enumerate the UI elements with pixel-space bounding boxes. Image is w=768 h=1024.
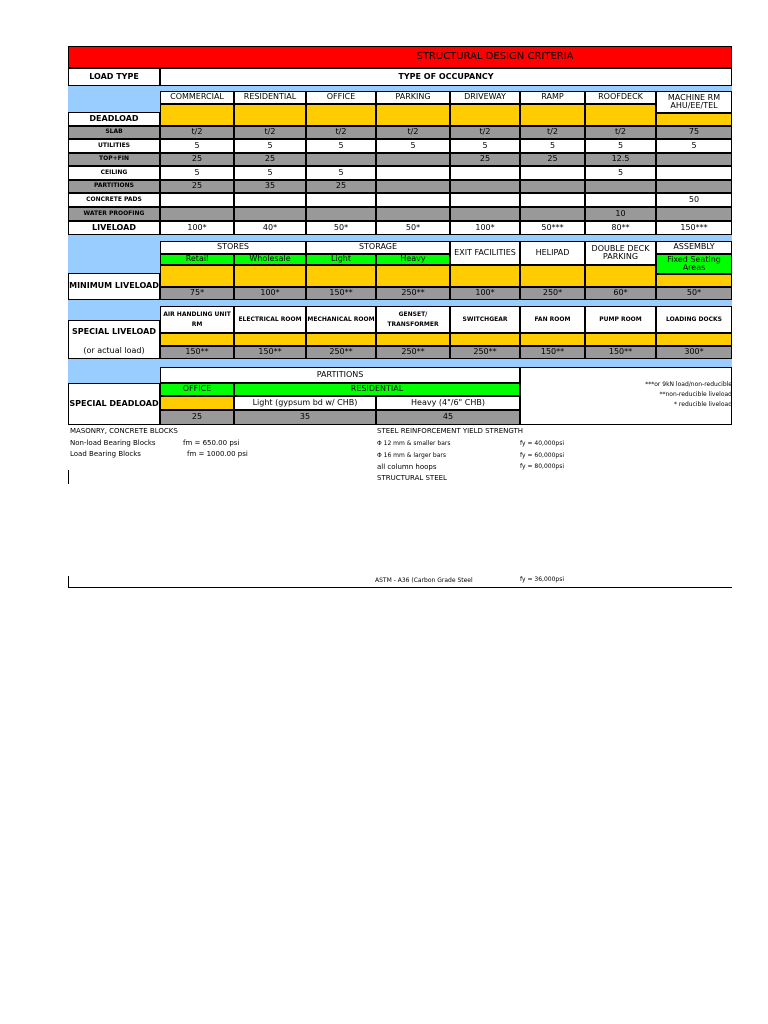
deadload-value-cell (520, 180, 585, 193)
deadload-value-cell: 25 (160, 180, 234, 193)
note-1: ***or 9kN load/non-reducible (645, 381, 732, 388)
deadload-value-cell (376, 193, 450, 207)
min-liveload-gold-cell (450, 265, 520, 287)
deadload-value-cell: 5 (450, 139, 520, 153)
deadload-value-cell (306, 207, 376, 221)
min-liveload-gold-cell (306, 265, 376, 287)
liveload-value-cell: 40* (234, 221, 306, 235)
deadload-value-cell: 5 (585, 139, 656, 153)
special-liveload-header-cell: MECHANICAL ROOM (306, 306, 376, 333)
special-liveload-header-cell: PUMP ROOM (585, 306, 656, 333)
special-liveload-header-cell: AIR HANDLING UNIT RM (160, 306, 234, 333)
deadload-row-label: WATER PROOFING (68, 207, 160, 221)
steel-label-2: Φ 16 mm & larger bars (377, 452, 447, 459)
deadload-value-cell (520, 166, 585, 180)
occupancy-header-cell: RESIDENTIAL (234, 91, 306, 104)
deadload-value-cell (450, 180, 520, 193)
min-liveload-label: MINIMUM LIVELOAD (68, 273, 160, 300)
min-liveload-value-cell: 150** (306, 287, 376, 300)
deadload-value-cell: 12.5 (585, 153, 656, 166)
min-liveload-gold-cell (160, 265, 234, 287)
occupancy-header-cell: RAMP (520, 91, 585, 104)
special-liveload-value-cell: 250** (306, 346, 376, 359)
liveload-value-cell: 100* (160, 221, 234, 235)
deadload-value-cell (585, 180, 656, 193)
deadload-value-cell: 25 (520, 153, 585, 166)
deadload-value-cell (656, 207, 732, 221)
deadload-value-cell: 5 (234, 139, 306, 153)
special-liveload-gold-cell (376, 333, 450, 346)
min-liveload-sub-header: Retail (160, 254, 234, 265)
occupancy-header-cell: DRIVEWAY (450, 91, 520, 104)
special-deadload-blue (68, 359, 732, 367)
astm-value: fy = 36,000psi (520, 576, 564, 583)
min-liveload-group-header: STORAGE (306, 241, 450, 254)
min-liveload-value-cell: 50* (656, 287, 732, 300)
note-2: **non-reducible liveload (659, 391, 732, 398)
special-liveload-header-cell: SWITCHGEAR (450, 306, 520, 333)
special-liveload-gold-cell (450, 333, 520, 346)
occupancy-blue-strip (160, 86, 732, 91)
deadload-value-cell: 25 (234, 153, 306, 166)
special-liveload-gold-cell (306, 333, 376, 346)
liveload-value-cell: 50*** (520, 221, 585, 235)
occupancy-gold-cell (450, 104, 520, 126)
deadload-value-cell (306, 153, 376, 166)
deadload-value-cell: 5 (306, 139, 376, 153)
special-liveload-gold-cell (160, 333, 234, 346)
deadload-label: DEADLOAD (68, 112, 160, 126)
min-liveload-group-header: EXIT FACILITIES (450, 241, 520, 265)
min-liveload-sub-header: Heavy (376, 254, 450, 265)
deadload-value-cell: 5 (306, 166, 376, 180)
occupancy-gold-cell (656, 113, 732, 126)
deadload-value-cell: 5 (656, 139, 732, 153)
heavy-partition: Heavy (4"/6" CHB) (376, 396, 520, 410)
deadload-value-cell: 5 (234, 166, 306, 180)
deadload-value-cell: 10 (585, 207, 656, 221)
occupancy-gold-cell (160, 104, 234, 126)
min-liveload-gold-cell (234, 265, 306, 287)
min-liveload-sub-header: Fixed Seating Areas (656, 254, 732, 274)
occupancy-header-cell: MACHINE RM AHU/EE/TEL (656, 91, 732, 113)
occupancy-gold-cell (234, 104, 306, 126)
special-liveload-label: SPECIAL LIVELOAD (72, 326, 156, 336)
occupancy-gold-cell (306, 104, 376, 126)
special-liveload-gold-cell (234, 333, 306, 346)
special-liveload-header-cell: ELECTRICAL ROOM (234, 306, 306, 333)
deadload-value-cell (656, 166, 732, 180)
occupancy-header-cell: PARKING (376, 91, 450, 104)
deadload-value-cell (656, 153, 732, 166)
min-liveload-gold-cell (656, 274, 732, 287)
special-liveload-header-cell: LOADING DOCKS (656, 306, 732, 333)
deadload-value-cell: t/2 (160, 126, 234, 139)
min-liveload-group-header: STORES (160, 241, 306, 254)
note-3: * reducible liveload (674, 401, 732, 408)
deadload-value-cell (376, 153, 450, 166)
residential-header: RESIDENTIAL (234, 383, 520, 396)
min-liveload-value-cell: 60* (585, 287, 656, 300)
deadload-value-cell: 5 (520, 139, 585, 153)
special-liveload-value-cell: 250** (376, 346, 450, 359)
special-liveload-gold-cell (520, 333, 585, 346)
deadload-value-cell: 5 (376, 139, 450, 153)
occupancy-gold-cell (376, 104, 450, 126)
deadload-value-cell: 5 (160, 166, 234, 180)
deadload-value-cell: 50 (656, 193, 732, 207)
min-liveload-value-cell: 250** (376, 287, 450, 300)
deadload-value-cell (376, 166, 450, 180)
structural-steel: STRUCTURAL STEEL (377, 474, 447, 482)
special-liveload-value-cell: 150** (160, 346, 234, 359)
steel-value-2: fy = 60,000psi (520, 452, 564, 459)
liveload-value-cell: 100* (450, 221, 520, 235)
deadload-row-label: TOP+FIN (68, 153, 160, 166)
office-gold (160, 396, 234, 410)
min-liveload-sub-header: Light (306, 254, 376, 265)
deadload-value-cell (520, 207, 585, 221)
deadload-value-cell: t/2 (306, 126, 376, 139)
liveload-value-cell: 50* (306, 221, 376, 235)
title-bar (68, 46, 732, 68)
deadload-row-label: CONCRETE PADS (68, 193, 160, 207)
deadload-row-label: UTILITIES (68, 139, 160, 153)
min-liveload-blue (68, 235, 160, 273)
deadload-value-cell (520, 193, 585, 207)
special-liveload-value-cell: 300* (656, 346, 732, 359)
liveload-value-cell: 50* (376, 221, 450, 235)
masonry-value-1: fm = 650.00 psi (183, 439, 240, 447)
deadload-row-label: PARTITIONS (68, 180, 160, 193)
deadload-value-cell (306, 193, 376, 207)
deadload-value-cell: 5 (160, 139, 234, 153)
occupancy-header-cell: COMMERCIAL (160, 91, 234, 104)
masonry-label-1: Non-load Bearing Blocks (70, 439, 156, 447)
deadload-value-cell (450, 193, 520, 207)
special-liveload-gold-cell (585, 333, 656, 346)
deadload-value-cell: 75 (656, 126, 732, 139)
special-deadload-label: SPECIAL DEADLOAD (68, 383, 160, 425)
heavy-value: 45 (376, 410, 520, 425)
special-deadload-blue2 (68, 367, 160, 383)
special-liveload-sublabel: (or actual load) (83, 345, 145, 355)
deadload-value-cell (376, 207, 450, 221)
special-liveload-value-cell: 250** (450, 346, 520, 359)
deadload-value-cell: t/2 (450, 126, 520, 139)
left-tick-1 (68, 470, 69, 484)
light-value: 35 (234, 410, 376, 425)
occupancy-header-cell: ROOFDECK (585, 91, 656, 104)
partitions-header: PARTITIONS (160, 367, 520, 383)
min-liveload-value-cell: 100* (450, 287, 520, 300)
special-liveload-value-cell: 150** (520, 346, 585, 359)
deadload-value-cell: t/2 (585, 126, 656, 139)
astm-label: ASTM - A36 (Carbon Grade Steel (375, 577, 473, 584)
deadload-value-cell: 25 (160, 153, 234, 166)
min-liveload-gold-cell (520, 265, 585, 287)
deadload-value-cell: 25 (306, 180, 376, 193)
special-liveload-blue (68, 300, 160, 320)
deadload-value-cell (234, 207, 306, 221)
steel-value-1: fy = 40,000psi (520, 440, 564, 447)
special-liveload-gold-cell (656, 333, 732, 346)
deadload-value-cell: 5 (585, 166, 656, 180)
min-liveload-value-cell: 100* (234, 287, 306, 300)
min-liveload-gold-cell (376, 265, 450, 287)
deadload-value-cell (450, 207, 520, 221)
masonry-value-2: fm = 1000.00 psi (187, 450, 248, 458)
steel-value-3: fy = 80,000psi (520, 463, 564, 470)
deadload-value-cell (656, 180, 732, 193)
load-type-header: LOAD TYPE (68, 68, 160, 86)
special-liveload-value-cell: 150** (585, 346, 656, 359)
liveload-value-cell: 150*** (656, 221, 732, 235)
masonry-title: MASONRY, CONCRETE BLOCKS (70, 427, 178, 435)
deadload-value-cell (234, 193, 306, 207)
deadload-value-cell: 35 (234, 180, 306, 193)
occupancy-header: TYPE OF OCCUPANCY (160, 68, 732, 86)
min-liveload-group-header: ASSEMBLY (656, 241, 732, 254)
steel-title: STEEL REINFORCEMENT YIELD STRENGTH (377, 427, 524, 435)
occupancy-header-cell: OFFICE (306, 91, 376, 104)
steel-label-1: Φ 12 mm & smaller bars (377, 440, 451, 447)
special-liveload-header-cell: FAN ROOM (520, 306, 585, 333)
deadload-value-cell: 25 (450, 153, 520, 166)
deadload-value-cell (160, 207, 234, 221)
deadload-value-cell: t/2 (520, 126, 585, 139)
min-liveload-sub-header: Wholesale (234, 254, 306, 265)
deadload-value-cell (585, 193, 656, 207)
page-title: STRUCTURAL DESIGN CRITERIA (416, 50, 574, 62)
deadload-value-cell: t/2 (234, 126, 306, 139)
occupancy-gold-cell (585, 104, 656, 126)
deadload-row-label: CEILING (68, 166, 160, 180)
deadload-value-cell (376, 180, 450, 193)
min-liveload-gold-cell (585, 265, 656, 287)
office-value: 25 (160, 410, 234, 425)
min-liveload-value-cell: 75* (160, 287, 234, 300)
liveload-label: LIVELOAD (68, 221, 160, 235)
deadload-blue (68, 86, 160, 112)
deadload-value-cell: t/2 (376, 126, 450, 139)
special-liveload-value-cell: 150** (234, 346, 306, 359)
masonry-label-2: Load Bearing Blocks (70, 450, 141, 458)
special-liveload-header-cell: GENSET/ TRANSFORMER (376, 306, 450, 333)
deadload-row-label: SLAB (68, 126, 160, 139)
occupancy-gold-cell (520, 104, 585, 126)
min-liveload-value-cell: 250* (520, 287, 585, 300)
light-partition: Light (gypsum bd w/ CHB) (234, 396, 376, 410)
steel-label-3: all column hoops (377, 463, 437, 471)
office-header: OFFICE (160, 383, 234, 396)
deadload-value-cell (160, 193, 234, 207)
min-liveload-group-header: HELIPAD (520, 241, 585, 265)
bottom-rule (68, 587, 732, 588)
deadload-value-cell (450, 166, 520, 180)
liveload-value-cell: 80** (585, 221, 656, 235)
min-liveload-group-header: DOUBLE DECK PARKING (585, 241, 656, 265)
